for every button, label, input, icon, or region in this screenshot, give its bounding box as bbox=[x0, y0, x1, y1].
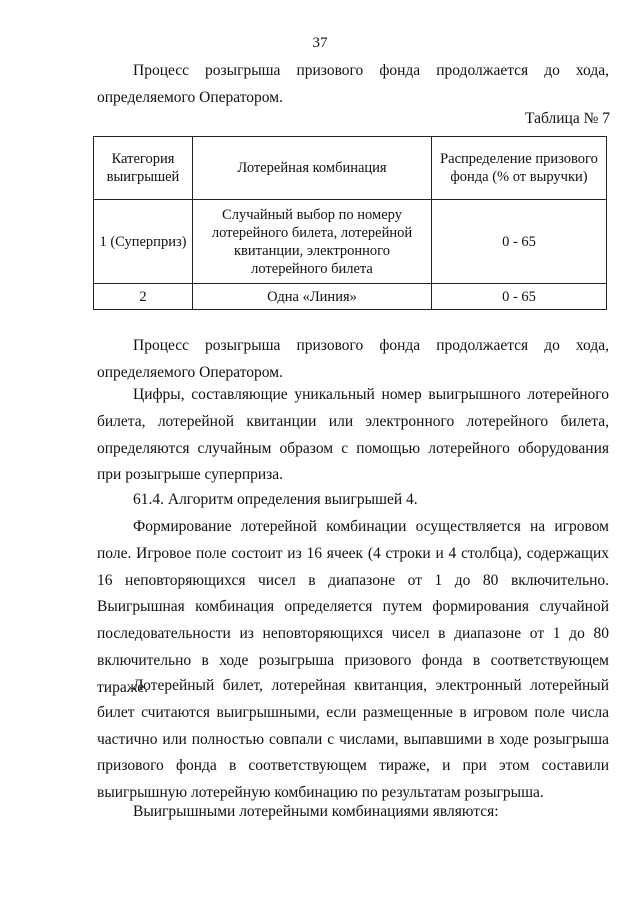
table-row bbox=[94, 200, 607, 284]
paragraph-process-continues: Процесс розыгрыша призового фонда продолжается до хода, определяемого Оператором. bbox=[97, 62, 609, 106]
table-cell: 1 (Суперприз) bbox=[94, 200, 193, 284]
table-cell: Случайный выбор по номеру лотерейного билета, лотерейной квитанции, электронного лотерейного билета bbox=[193, 200, 432, 284]
header-combination: Лотерейная комбинация bbox=[193, 137, 432, 200]
page-number: 37 bbox=[312, 35, 328, 51]
table-cell: 2 bbox=[94, 284, 193, 310]
table-caption: Таблица № 7 bbox=[525, 110, 610, 127]
table-cell: 0 - 65 bbox=[432, 200, 607, 284]
paragraph-combination-forming: Формирование лотерейной комбинации осуществляется на игровом поле. Игровое поле состоит из 16 ячеек (4 строки и 4 столбца), содержащих 16 неповторяющихся чисел в диапазоне от 1 до 80 включительно. Выигрышная комбинация определяется путем формирования случайной последовательности из неповторяющихся чисел в диапазоне от 1 до 80 включительно в ходе розыгрыша призового фонда в соответствующем тираже. bbox=[97, 518, 609, 696]
paragraph-process-continues-2: Процесс розыгрыша призового фонда продолжается до хода, определяемого Оператором. bbox=[97, 337, 609, 381]
header-distribution: Распределение призового фонда (% от выручки) bbox=[432, 137, 607, 200]
table-cell: Одна «Линия» bbox=[193, 284, 432, 310]
paragraph-superprize-digits: Цифры, составляющие уникальный номер выигрышного лотерейного билета, лотерейной квитанции или электронного лотерейного билета, определяются случайным образом с помощью лотерейного оборудования при розыгрыше суперприза. bbox=[97, 386, 609, 484]
paragraph-winning-combinations-intro: Выигрышными лотерейными комбинациями являются: bbox=[133, 803, 499, 820]
table-cell: 0 - 65 bbox=[432, 284, 607, 310]
paragraph-section-heading: 61.4. Алгоритм определения выигрышей 4. bbox=[133, 491, 418, 508]
table-header-row bbox=[94, 137, 607, 200]
table-row bbox=[94, 284, 607, 310]
header-category: Категория выигрышей bbox=[94, 137, 193, 200]
paragraph-winning-conditions: Лотерейный билет, лотерейная квитанция, электронный лотерейный билет считаются выигрышными, если размещенные в игровом поле числа частично или полностью совпали с числами, выпавшими в ходе розыгрыша призового фонда в соответствующем тираже, и при этом составили выигрышную лотерейную комбинацию по результатам розыгрыша. bbox=[97, 677, 609, 802]
prize-distribution-table bbox=[93, 136, 607, 310]
